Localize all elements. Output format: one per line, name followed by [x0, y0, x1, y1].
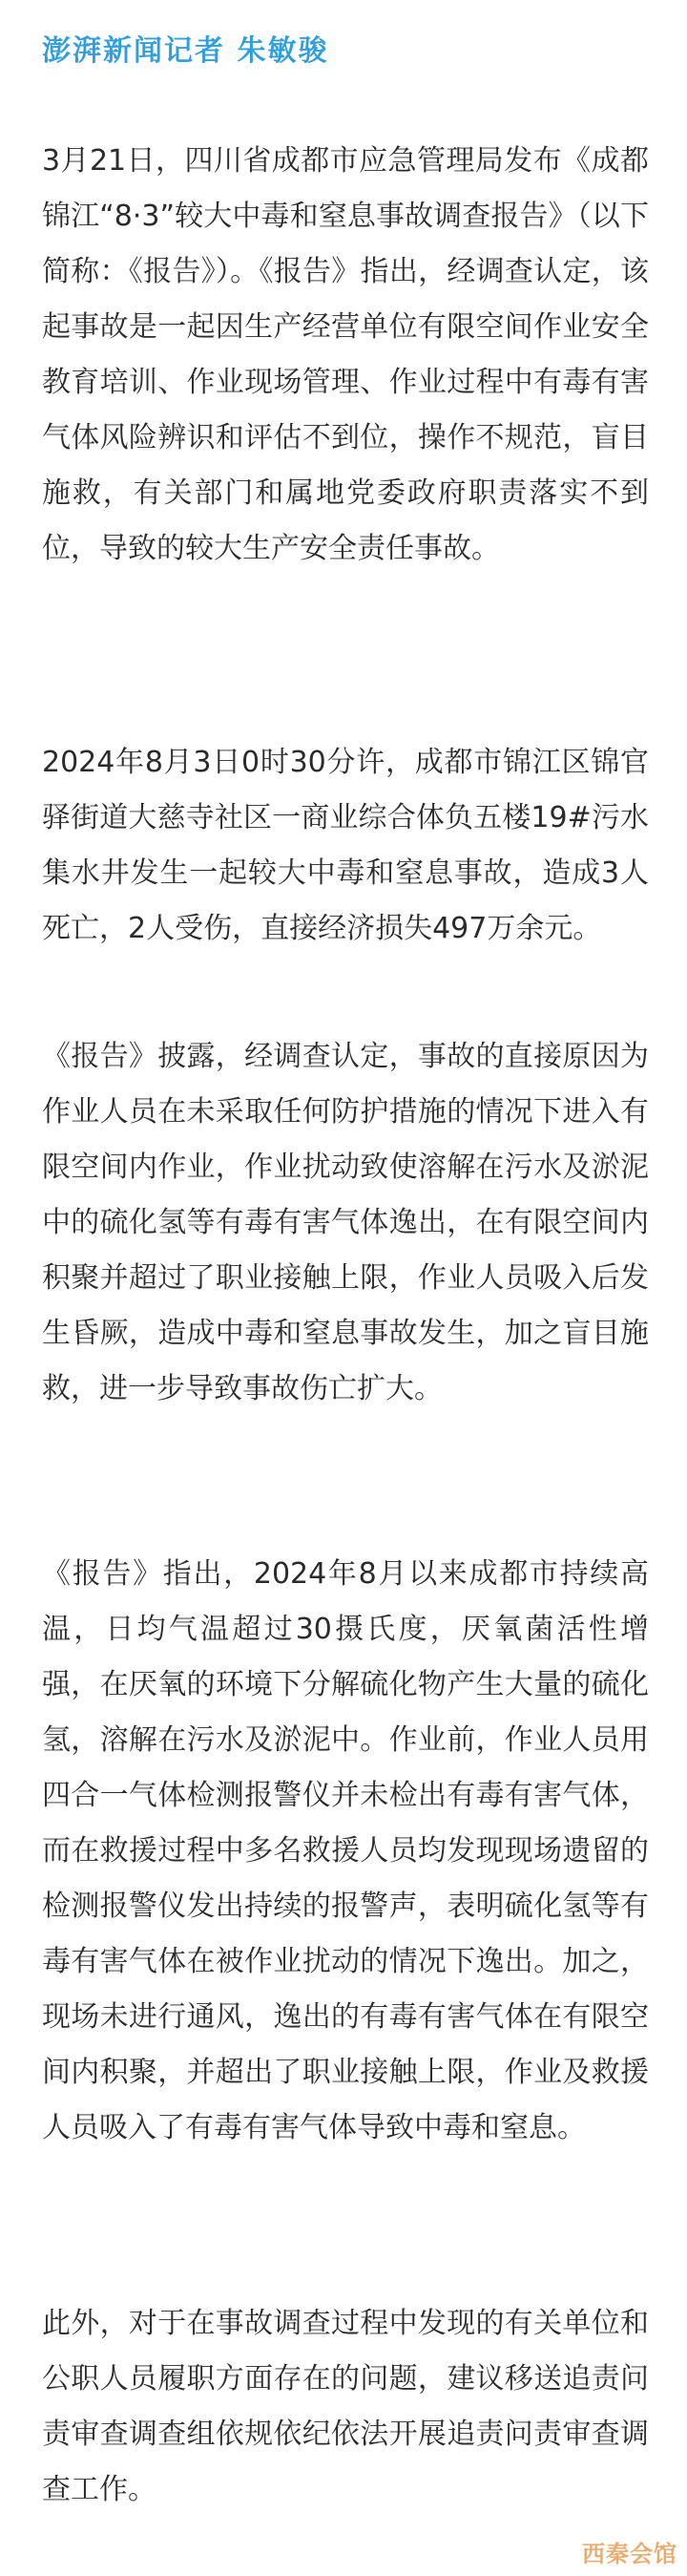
paragraph-accident-overview: 2024年8月3日0时30分许，成都市锦江区锦官驿街道大慈寺社区一商业综合体负五楼19#污水集水井发生一起较大中毒和窒息事故，造成3人死亡，2人受伤，直接经济损失497万余元。 [42, 746, 649, 945]
paragraph-direct-cause: 《报告》披露，经调查认定，事故的直接原因为作业人员在未采取任何防护措施的情况下进入有限空间内作业，作业扰动致使溶解在污水及淤泥中的硫化氢等有毒有害气体逸出，在有限空间内积聚并超过了职业接触上限，作业人员吸入后发生昏厥，造成中毒和窒息事故发生，加之盲目施救，进一步导致事故伤亡扩大。 [42, 1040, 649, 1405]
paragraph-report-release: 3月21日，四川省成都市应急管理局发布《成都锦江“8·3”较大中毒和窒息事故调查报告》（以下简称：《报告》）。《报告》指出，经调查认定，该起事故是一起因生产经营单位有限空间作业安全教育培训、作业现场管理、作业过程中有毒有害气体风险辨识和评估不到位，操作不规范，盲目施救，有关部门和属地党委政府职责落实不到位，导致的较大生产安全责任事故。 [42, 144, 649, 565]
paragraph-weather-analysis: 《报告》指出，2024年8月以来成都市持续高温，日均气温超过30摄氏度，厌氧菌活性增强，在厌氧的环境下分解硫化物产生大量的硫化氢，溶解在污水及淤泥中。作业前，作业人员用四合一气体检测报警仪并未检出有毒有害气体，而在救援过程中多名救援人员均发现现场遗留的检测报警仪发出持续的报警声，表明硫化氢等有毒有害气体在被作业扰动的情况下逸出。加之，现场未进行通风，逸出的有毒有害气体在有限空间内积聚，并超出了职业接触上限，作业及救援人员吸入了有毒有害气体导致中毒和窒息。 [42, 1557, 649, 2144]
paragraph-accountability: 此外，对于在事故调查过程中发现的有关单位和公职人员履职方面存在的问题，建议移送追责问责审查调查组依规依纪依法开展追责问责审查调查工作。 [42, 2307, 649, 2506]
author-byline: 澎湃新闻记者 朱敏骏 [42, 34, 329, 68]
watermark-logo: 西秦会馆 [582, 2541, 677, 2567]
